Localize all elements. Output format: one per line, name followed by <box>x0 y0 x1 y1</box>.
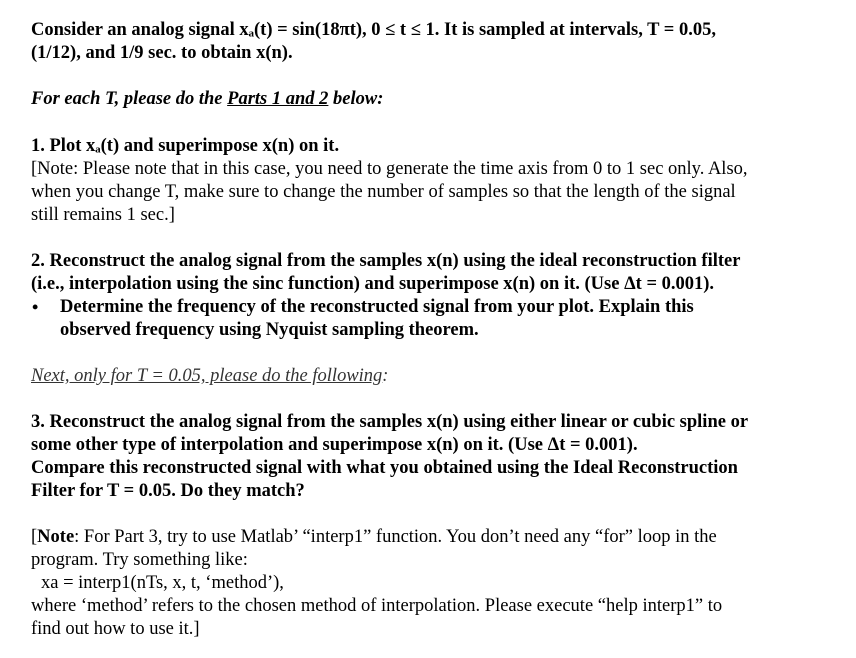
part1-note-line-1: [Note: Please note that in this case, you need to generate the time axis from 0 to 1 sec only. Also, <box>31 159 748 179</box>
note3-open-bracket: [ <box>31 527 38 547</box>
note3-line-4: where ‘method’ refers to the chosen method of interpolation. Please execute “help interp1” to <box>31 596 723 616</box>
intro-paragraph <box>31 19 831 65</box>
note3-bold-label: Note <box>37 527 75 547</box>
part3-line-3: Compare this reconstructed signal with what you obtained using the Ideal Reconstruction <box>31 458 738 478</box>
part2-bullet-text <box>60 296 831 342</box>
part1-note-line-3: still remains 1 sec.] <box>31 205 175 225</box>
intro-line-1: Consider an analog signal xₐ(t) = sin(18πt), 0 ≤ t ≤ 1. It is sampled at intervals, T = 0.05, <box>31 20 716 40</box>
part1-note-line-2: when you change T, make sure to change the number of samples so that the length of the signal <box>31 182 736 202</box>
next-text: Next, only for T = 0.05, please do the following <box>31 366 383 386</box>
intro-line-2: (1/12), and 1/9 sec. to obtain x(n). <box>31 43 293 63</box>
part1-section <box>31 135 831 227</box>
next-colon: : <box>382 366 389 386</box>
parts-link: Parts 1 and 2 <box>227 89 329 109</box>
part1-heading: 1. Plot xₐ(t) and superimpose x(n) on it. <box>31 136 340 156</box>
part3-line-4: Filter for T = 0.05. Do they match? <box>31 481 305 501</box>
part3-line-2: some other type of interpolation and superimpose x(n) on it. (Use Δt = 0.001). <box>31 435 638 455</box>
bullet-icon: • <box>32 297 39 317</box>
part2-section <box>31 250 831 342</box>
note3-line-5: find out how to use it.] <box>31 619 200 639</box>
part2-bullet <box>0 296 831 342</box>
note3-code-line: xa = interp1(nTs, x, t, ‘method’), <box>41 573 284 593</box>
part2-bullet-line-2: observed frequency using Nyquist sampling theorem. <box>60 320 479 340</box>
next-instruction <box>31 365 831 388</box>
part2-line-2: (i.e., interpolation using the sinc function) and superimpose x(n) on it. (Use Δt = 0.001). <box>31 274 715 294</box>
note3-line-2: program. Try something like: <box>31 550 248 570</box>
each-t-prefix: For each T, please do the <box>31 89 228 109</box>
part3-section <box>31 411 831 503</box>
part2-line-1: 2. Reconstruct the analog signal from the samples x(n) using the ideal reconstruction filter <box>31 251 741 271</box>
each-t-suffix: below: <box>328 89 384 109</box>
each-t-instruction <box>31 88 831 111</box>
note3-line-1-rest: : For Part 3, try to use Matlab’ “interp1” function. You don’t need any “for” loop in the <box>74 527 717 547</box>
note3-line-1 <box>31 526 831 549</box>
part3-line-1: 3. Reconstruct the analog signal from the samples x(n) using either linear or cubic spline or <box>31 412 749 432</box>
part2-bullet-line-1: Determine the frequency of the reconstructed signal from your plot. Explain this <box>60 297 694 317</box>
part3-note <box>31 526 831 641</box>
